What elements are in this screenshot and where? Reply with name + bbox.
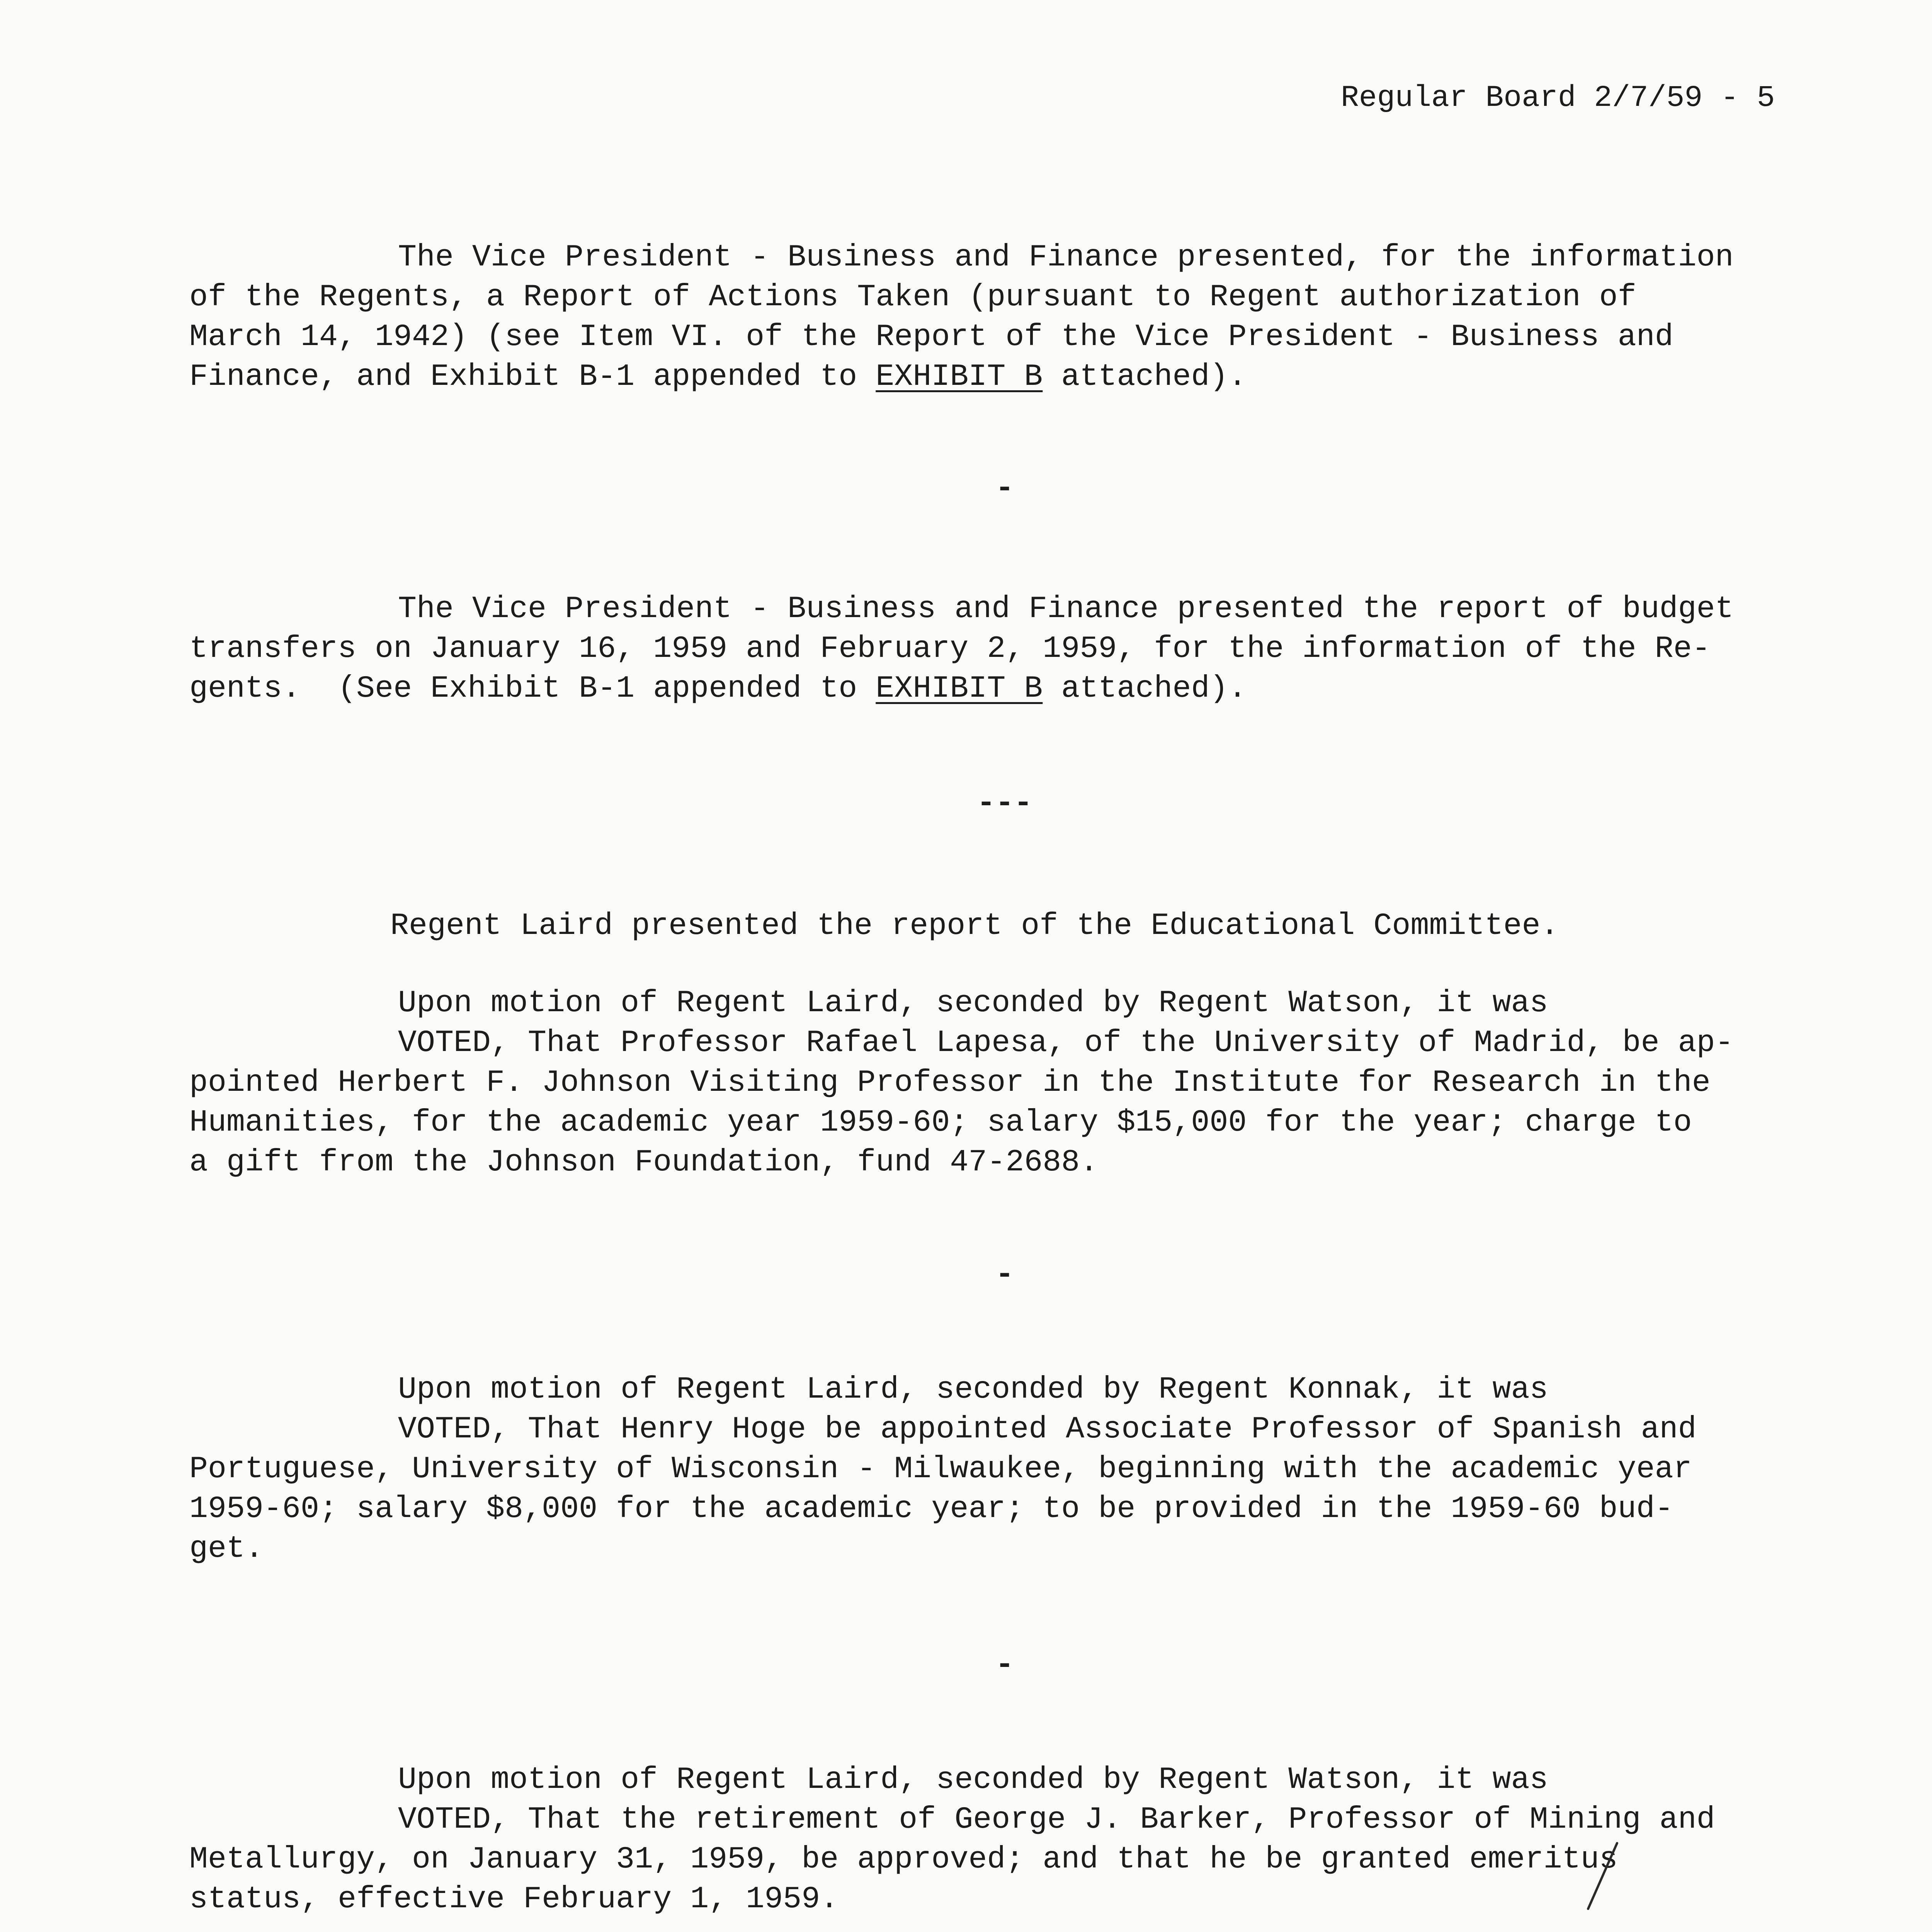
section-separator: - [995, 1257, 1014, 1293]
text-line: Regent Laird presented the report of the Educational Committee. [390, 908, 1559, 944]
exhibit-reference: EXHIBIT B [876, 359, 1043, 395]
text-line: 1959-60; salary $8,000 for the academic year; to be provided in the 1959-60 bud- [189, 1492, 1673, 1527]
section-separator: - [995, 1648, 1014, 1683]
section-separator: - [995, 471, 1014, 506]
text-line: transfers on January 16, 1959 and February 2, 1959, for the information of the Re- [189, 631, 1711, 667]
paragraph-report-of-actions [189, 238, 1801, 397]
paragraph-lapesa-appointment [189, 983, 1801, 1182]
text-span: gents. (See Exhibit B-1 appended to [189, 671, 876, 706]
paragraph-educational-committee [189, 906, 1801, 946]
paragraph-barker-retirement [189, 1760, 1801, 1919]
text-line: The Vice President - Business and Finance presented the report of budget [398, 592, 1734, 627]
text-line: get. [189, 1531, 264, 1566]
text-line: VOTED, That Henry Hoge be appointed Associate Professor of Spanish and [398, 1412, 1697, 1447]
text-line: VOTED, That the retirement of George J. Barker, Professor of Mining and [398, 1802, 1715, 1837]
exhibit-reference: EXHIBIT B [876, 671, 1043, 706]
text-line: of the Regents, a Report of Actions Taken (pursuant to Regent authorization of [189, 280, 1636, 315]
text-line: pointed Herbert F. Johnson Visiting Professor in the Institute for Research in the [189, 1065, 1711, 1100]
text-line: VOTED, That Professor Rafael Lapesa, of the University of Madrid, be ap- [398, 1026, 1734, 1061]
text-line: Metallurgy, on January 31, 1959, be approved; and that he be granted emeritus [189, 1842, 1618, 1877]
text-span: Finance, and Exhibit B-1 appended to [189, 359, 876, 395]
text-line: Upon motion of Regent Laird, seconded by Regent Watson, it was [398, 986, 1548, 1021]
paragraph-hoge-appointment [189, 1370, 1801, 1569]
text-line: Portuguese, University of Wisconsin - Milwaukee, beginning with the academic year [189, 1452, 1692, 1487]
section-separator: --- [976, 786, 1033, 821]
text-span: attached). [1043, 359, 1247, 395]
text-line: Humanities, for the academic year 1959-60; salary $15,000 for the year; charge to [189, 1105, 1692, 1140]
text-line: The Vice President - Business and Finance presented, for the information [398, 240, 1734, 275]
text-line [189, 669, 1801, 709]
text-line: status, effective February 1, 1959. [189, 1882, 839, 1917]
text-line [189, 357, 1801, 397]
text-line: Upon motion of Regent Laird, seconded by Regent Konnak, it was [398, 1372, 1548, 1407]
text-span: attached). [1043, 671, 1247, 706]
handwritten-check-mark [1580, 1839, 1627, 1913]
text-line: a gift from the Johnson Foundation, fund 47-2688. [189, 1145, 1099, 1180]
paragraph-budget-transfers [189, 589, 1801, 709]
page-header: Regular Board 2/7/59 - 5 [1341, 81, 1775, 115]
text-line: March 14, 1942) (see Item VI. of the Report of the Vice President - Business and [189, 320, 1673, 355]
text-line: Upon motion of Regent Laird, seconded by Regent Watson, it was [398, 1762, 1548, 1798]
